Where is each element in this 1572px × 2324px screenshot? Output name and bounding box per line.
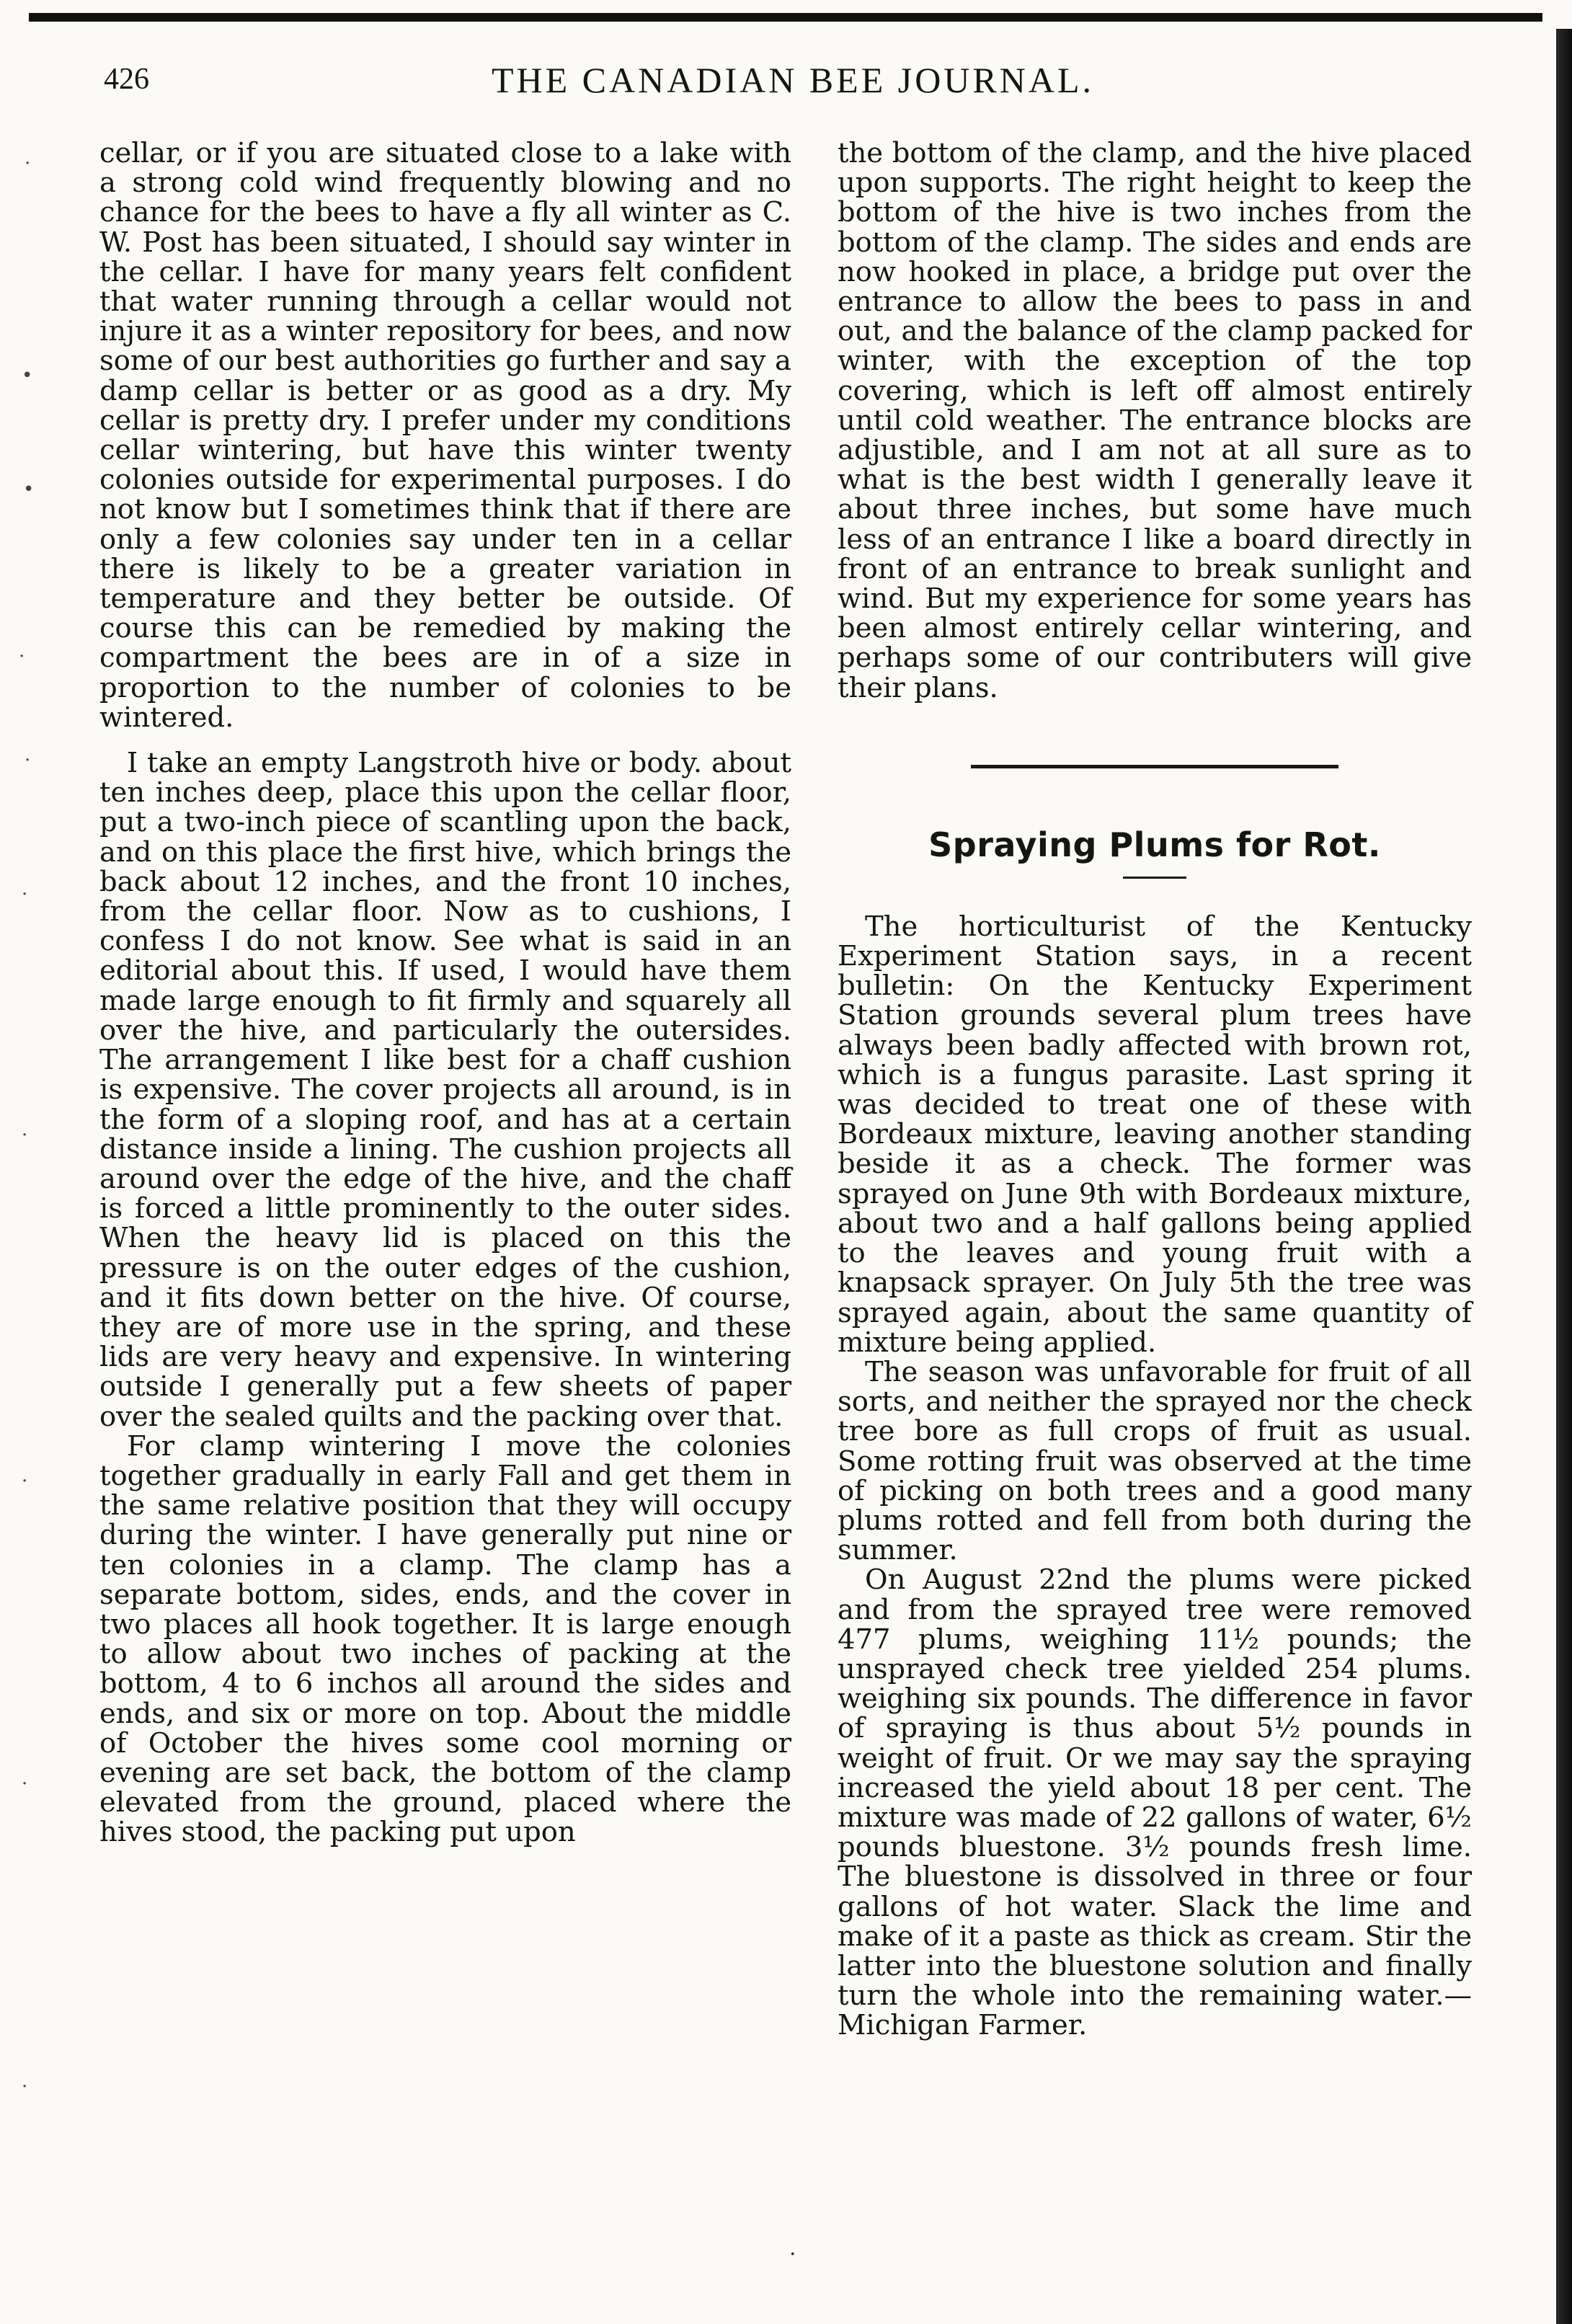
journal-title: THE CANADIAN BEE JOURNAL. (491, 60, 1095, 100)
paragraph: the bottom of the clamp, and the hive placed upon supports. The right height to keep the bottom of the hive is two inches from the bottom of the clamp. The sides and ends are now hooked in place, a bridge put over the entrance to allow the bees to pass in and out, and the balance of the clamp packed for winter, with the exception of the top covering, which is left off almost entirely until cold weather. The entrance blocks are adjustible, and I am not at all sure as to what is the best width I generally leave it about three inches, but some have much less of an entrance I like a board directly in front of an entrance to break sunlight and wind. But my experience for some years has been almost entirely cellar wintering, and perhaps some of our contributers will give their plans. (838, 137, 1472, 704)
paragraph: The season was unfavorable for fruit of all sorts, and neither the sprayed nor the check tree bore as full crops of fruit as usual. Some rotting fruit was observed at the time of picking on both trees and a good many plums rotted and fell from both during the summer. (838, 1355, 1472, 1567)
margin-mark: · (22, 2076, 28, 2098)
margin-mark: · (22, 1125, 28, 1146)
margin-marks (0, 0, 43, 2324)
article-title: Spraying Plums for Rot. (928, 825, 1381, 864)
margin-mark: · (22, 884, 28, 905)
page-number: 426 (104, 63, 149, 96)
paragraph: The horticulturist of the Kentucky Experiment Station says, in a recent bulletin: On the Kentucky Experiment Station grounds several plum trees have always been badly affected with brown rot, which is a fungus parasite. Last spring it was decided to treat one of these with Bordeaux mixture, leaving another standing beside it as a check. The former was sprayed on June 9th with Bordeaux mixture, about two and a half gallons being applied to the leaves and young fruit with a knapsack sprayer. On July 5th the tree was sprayed again, about the same quantity of mixture being applied. (838, 910, 1472, 1359)
article-divider (971, 765, 1338, 768)
page-edge-shadow (1556, 29, 1572, 2324)
margin-mark: · (22, 1471, 28, 1492)
page-header (79, 59, 1506, 117)
right-column (838, 138, 1472, 2041)
margin-mark: · (25, 750, 31, 771)
margin-mark: • (23, 479, 35, 500)
paragraph: cellar, or if you are situated close to a lake with a strong cold wind frequently blowing and no chance for the bees to have a fly all winter as C. W. Post has been situated, I should say winter in the cellar. I have for many years felt confident that water running through a cellar would not injure it as a winter repository for bees, and now some of our best authorities go further and say a damp cellar is better or as good as a dry. My cellar is pretty dry. I prefer under my conditions cellar wintering, but have this winter twenty colonies outside for experimental purposes. I do not know but I sometimes think that if there are only a few colonies say under ten in a cellar there is likely to be a greater variation in temperature and they better be outside. Of course this can be remedied by making the compartment the bees are in of a size in proportion to the number of colonies to be wintered. (99, 137, 791, 734)
left-column (99, 138, 791, 1848)
paragraph: On August 22nd the plums were picked and from the sprayed tree were removed 477 plums, weighing 11½ pounds; the unsprayed check tree yielded 254 plums. weighing six pounds. The difference in favor of spraying is thus about 5½ pounds in weight of fruit. Or we may say the spraying increased the yield about 18 per cent. The mixture was made of 22 gallons of water, 6½ pounds bluestone. 3½ pounds fresh lime. The bluestone is dissolved in three or four gallons of hot water. Slack the lime and make of it a paste as thick as cream. Stir the latter into the bluestone solution and finally turn the whole into the remaining water.—Michigan Farmer. (838, 1564, 1472, 2042)
paragraph: I take an empty Langstroth hive or body. about ten inches deep, place this upon the cellar floor, put a two-inch piece of scantling upon the back, and on this place the first hive, which brings the back about 12 inches, and the front 10 inches, from the cellar floor. Now as to cushions, I confess I do not know. See what is said in an editorial about this. If used, I would have them made large enough to fit firmly and squarely all over the hive, and particularly the outersides. The arrangement I like best for a chaff cushion is expensive. The cover projects all around, is in the form of a sloping roof, and has at a certain distance inside a lining. The cushion projects all around over the edge of the hive, and the chaff is forced a little prominently to the outer sides. When the heavy lid is placed on this the pressure is on the outer edges of the cushion, and it fits down better on the hive. Of course, they are of more use in the spring, and these lids are very heavy and expensive. In wintering outside I generally put a few sheets of paper over the sealed quilts and the packing over that. (99, 747, 791, 1433)
top-rule (29, 13, 1542, 22)
footer-dot: · (789, 2242, 796, 2267)
margin-mark: · (19, 646, 25, 668)
margin-mark: • (22, 365, 33, 386)
margin-mark: · (25, 153, 31, 174)
margin-mark: · (22, 1773, 28, 1795)
title-rule (1123, 877, 1186, 879)
paragraph: For clamp wintering I move the colonies together gradually in early Fall and get them in the same relative position that they will occupy during the winter. I have generally put nine or ten colonies in a clamp. The clamp has a separate bottom, sides, ends, and the cover in two places all hook together. It is large enough to allow about two inches of packing at the bottom, 4 to 6 inchos all around the sides and ends, and six or more on top. About the middle of October the hives some cool morning or evening are set back, the bottom of the clamp elevated from the ground, placed where the hives stood, the packing put upon (99, 1429, 791, 1849)
